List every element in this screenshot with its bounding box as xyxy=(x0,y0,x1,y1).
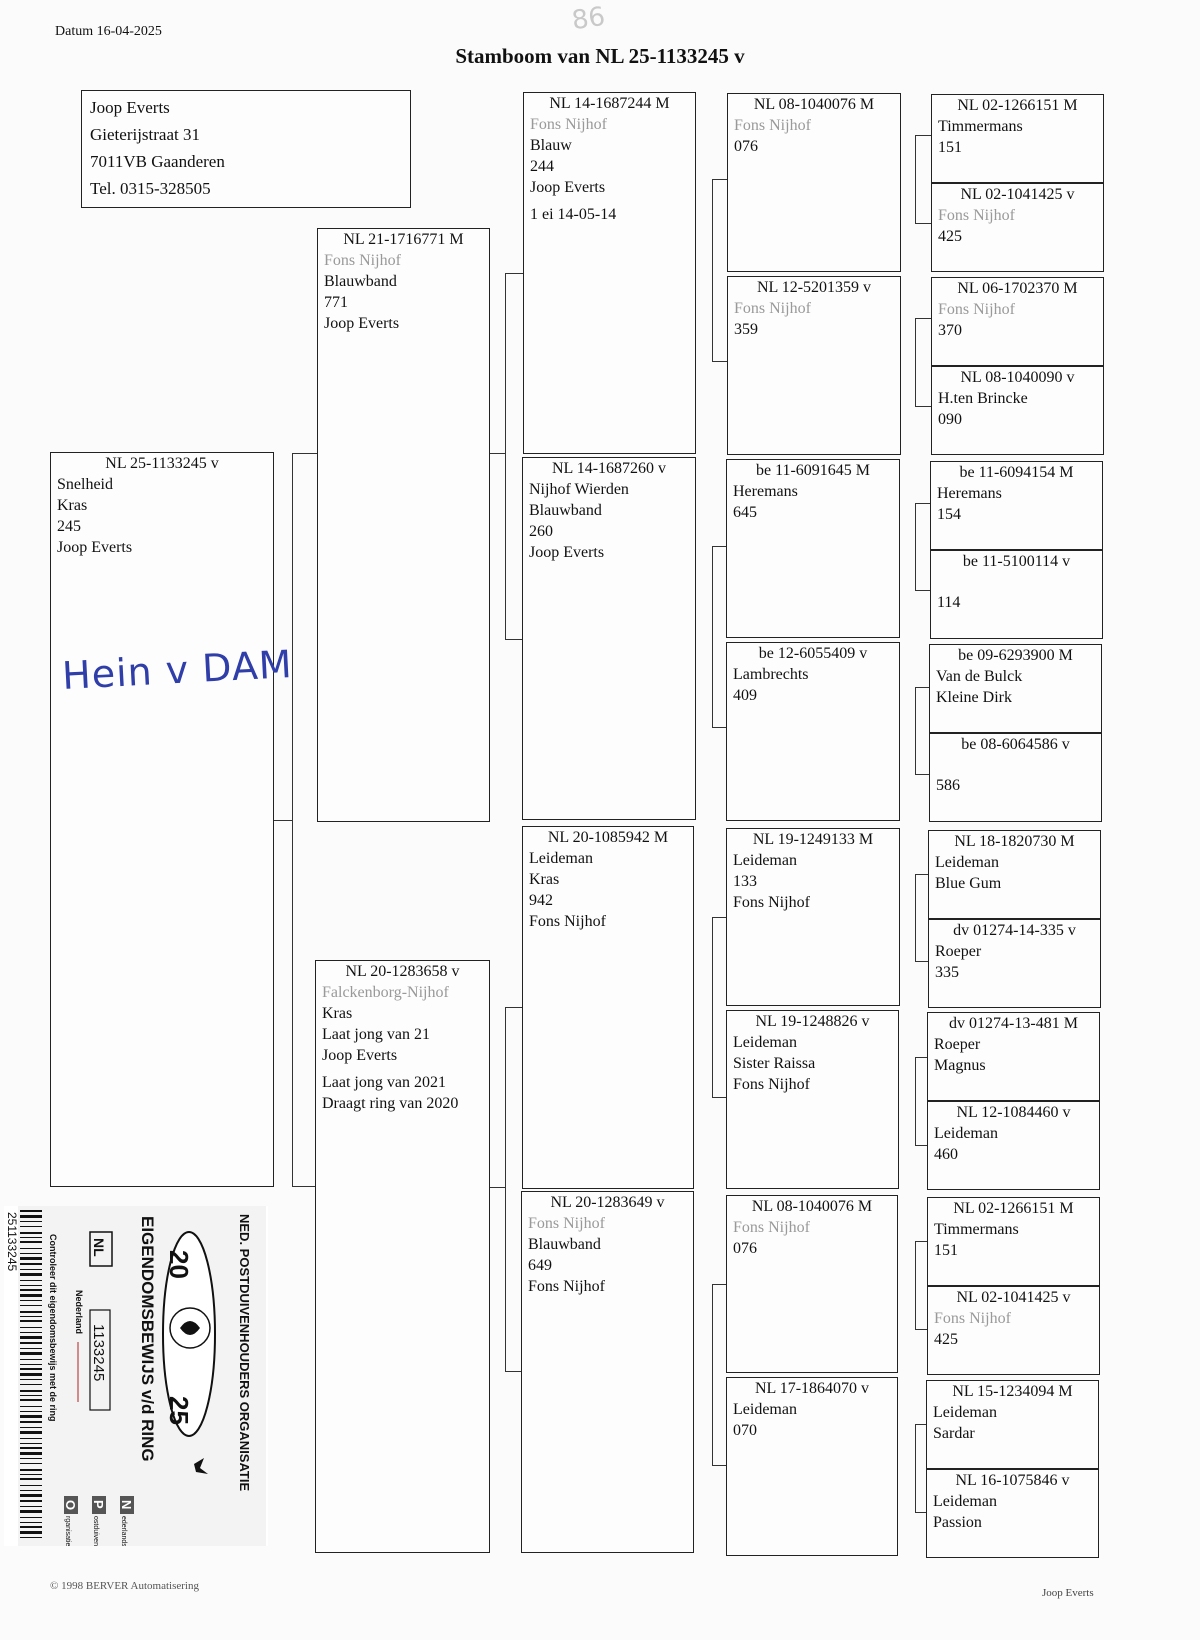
pigeon-line: Leideman xyxy=(529,850,593,867)
ring-number: NL 02-1266151 M xyxy=(957,97,1078,114)
barcode-bar xyxy=(20,1390,42,1392)
pigeon-card-g2 xyxy=(931,183,1104,272)
country-name: Nederland xyxy=(74,1290,84,1335)
barcode-bar xyxy=(20,1415,42,1418)
pigeon-line: Fons Nijhof xyxy=(733,1076,810,1093)
pigeon-line: Timmermans xyxy=(934,1221,1019,1238)
ring-number: be 09-6293900 M xyxy=(958,647,1073,664)
ring-number: NL 20-1283658 v xyxy=(345,963,460,980)
pigeon-line: Blauwband xyxy=(528,1236,601,1253)
barcode-bar xyxy=(20,1352,42,1355)
pigeon-line: 244 xyxy=(530,158,554,175)
pigeon-card-mother xyxy=(315,960,490,1553)
ring-number: NL 21-1716771 M xyxy=(343,231,464,248)
barcode-bar xyxy=(20,1452,42,1455)
ring-number: NL 12-1084460 v xyxy=(956,1104,1071,1121)
pigeon-line: Fons Nijhof xyxy=(528,1215,605,1232)
pigeon-line: Joop Everts xyxy=(57,539,133,556)
pigeon-card-fmm xyxy=(726,642,900,821)
barcode-bar xyxy=(20,1248,42,1249)
pigeon-card-g3 xyxy=(931,277,1104,366)
card-doc-title: EIGENDOMSBEWIJS v/d RING xyxy=(138,1216,157,1462)
barcode-bar xyxy=(20,1494,42,1497)
pigeon-line: Leideman xyxy=(733,1401,797,1418)
ring-number: NL 15-1234094 M xyxy=(952,1383,1073,1400)
pigeon-line: 151 xyxy=(938,139,962,156)
ring-ownership-card xyxy=(4,1206,268,1546)
pigeon-line: Heremans xyxy=(937,485,1002,502)
ring-number: NL 02-1041425 v xyxy=(956,1289,1071,1306)
pigeon-line: Snelheid xyxy=(57,476,113,493)
country-code: NL xyxy=(91,1238,107,1257)
pigeon-line: Magnus xyxy=(934,1057,986,1074)
pigeon-line: 1 ei 14-05-14 xyxy=(530,206,617,223)
pigeon-line: 090 xyxy=(938,411,962,428)
npo-letter-n: N xyxy=(119,1500,134,1510)
pigeon-line: 942 xyxy=(529,892,553,909)
pigeon-line: Fons Nijhof xyxy=(733,1219,810,1236)
pigeon-line: Falckenborg-Nijhof xyxy=(322,984,449,1001)
barcode-bar xyxy=(20,1485,42,1486)
pigeon-line: Blauw xyxy=(530,137,572,154)
pigeon-line: 076 xyxy=(734,138,758,155)
barcode-bar xyxy=(20,1443,42,1444)
ring-number: dv 01274-14-335 v xyxy=(953,922,1076,939)
pigeon-line: 070 xyxy=(733,1422,757,1439)
npo-letter-o: O xyxy=(63,1500,78,1511)
pigeon-card-fmf xyxy=(726,459,900,638)
barcode-bar xyxy=(20,1359,42,1360)
barcode-bar xyxy=(20,1237,42,1238)
pigeon-line: Van de Bulck xyxy=(936,668,1023,685)
ring-number: dv 01274-13-481 M xyxy=(949,1015,1078,1032)
pigeon-card-g6 xyxy=(930,550,1103,639)
pigeon-line: Joop Everts xyxy=(529,544,605,561)
barcode-bar xyxy=(20,1280,42,1281)
barcode-bar xyxy=(20,1336,42,1339)
pigeon-line: Sardar xyxy=(933,1425,975,1442)
pigeon-line: 359 xyxy=(734,321,758,338)
barcode-bar xyxy=(20,1364,42,1365)
barcode-number: 251133245 xyxy=(5,1212,19,1272)
connector xyxy=(915,318,931,407)
connector xyxy=(712,546,727,728)
pigeon-card-mf xyxy=(522,826,694,1189)
pigeon-line: Kras xyxy=(529,871,560,888)
footer-copyright: © 1998 BERVER Automatisering xyxy=(50,1580,199,1592)
pigeon-line: 151 xyxy=(934,1242,958,1259)
barcode-bar xyxy=(20,1263,42,1265)
pigeon-line: Fons Nijhof xyxy=(938,301,1015,318)
pigeon-line: 245 xyxy=(57,518,81,535)
ring-number: NL 08-1040076 M xyxy=(753,96,875,113)
barcode-bar xyxy=(20,1469,42,1471)
barcode-bar xyxy=(20,1300,42,1301)
pigeon-line: Draagt ring van 2020 xyxy=(322,1095,459,1112)
barcode-bar xyxy=(20,1384,42,1385)
connector xyxy=(712,179,727,362)
barcode-bar xyxy=(20,1327,42,1328)
pigeon-line: Joop Everts xyxy=(322,1047,398,1064)
pigeon-card-mm xyxy=(521,1191,694,1553)
pigeon-line: Fons Nijhof xyxy=(324,252,401,269)
pigeon-card-g11 xyxy=(927,1012,1100,1101)
ring-number: NL 02-1041425 v xyxy=(960,186,1075,203)
barcode-bar xyxy=(20,1431,42,1434)
connector xyxy=(712,917,727,1098)
ring-number: NL 18-1820730 M xyxy=(954,833,1075,850)
ring-number: be 11-6091645 M xyxy=(755,462,871,479)
pencil-mark: 86 xyxy=(570,1,608,37)
page-title: Stamboom van NL 25-1133245 v xyxy=(455,44,745,68)
ring-number: NL 17-1864070 v xyxy=(754,1380,870,1397)
pigeon-line: 425 xyxy=(938,228,962,245)
card-year-right: 25 xyxy=(164,1396,194,1425)
pigeon-line: Kras xyxy=(57,497,88,514)
pigeon-card-g14 xyxy=(927,1286,1100,1375)
barcode-bar xyxy=(20,1427,42,1428)
barcode-bar xyxy=(20,1215,42,1218)
ring-number: be 12-6055409 v xyxy=(758,645,868,662)
pigeon-line: 335 xyxy=(935,964,959,981)
pigeon-line: Fons Nijhof xyxy=(734,117,811,134)
pigeon-card-g4 xyxy=(931,366,1104,455)
owner-city: 7011VB Gaanderen xyxy=(90,152,225,171)
npo-letter-p: P xyxy=(91,1500,106,1509)
ring-number: NL 20-1283649 v xyxy=(550,1194,665,1211)
pigeon-line: 649 xyxy=(528,1257,552,1274)
pigeon-card-g1 xyxy=(931,94,1104,183)
barcode-bar xyxy=(20,1294,42,1297)
pigeon-card-mfm xyxy=(726,1010,899,1189)
pigeon-line: Joop Everts xyxy=(324,315,400,332)
barcode-bar xyxy=(20,1531,42,1534)
npo-word-nederlandse: ederlandse xyxy=(120,1516,127,1546)
barcode-bar xyxy=(20,1241,42,1243)
pigeon-card-fff xyxy=(727,93,901,272)
barcode-bar xyxy=(20,1221,42,1222)
ring-number: NL 20-1085942 M xyxy=(547,829,669,846)
ring-number: be 11-5100114 v xyxy=(962,553,1071,570)
ring-number: NL 25-1133245 v xyxy=(105,455,219,472)
pigeon-line: Leideman xyxy=(934,1125,998,1142)
pigeon-line: 771 xyxy=(324,294,348,311)
barcode-bar xyxy=(20,1273,42,1276)
pigeon-line: Sister Raissa xyxy=(733,1055,816,1072)
pigeon-line: Fons Nijhof xyxy=(530,116,607,133)
ring-number: NL 06-1702370 M xyxy=(957,280,1078,297)
pigeon-line: Timmermans xyxy=(938,118,1023,135)
barcode-bar xyxy=(20,1226,42,1227)
footer-owner: Joop Everts xyxy=(1042,1587,1094,1599)
ring-number: NL 14-1687260 v xyxy=(551,460,667,477)
handwritten-note: Hein v DAM xyxy=(61,641,294,699)
pigeon-line: Lambrechts xyxy=(733,666,809,683)
barcode-bar xyxy=(20,1332,42,1333)
pigeon-card-g7 xyxy=(929,644,1102,733)
pigeon-line: Fons Nijhof xyxy=(528,1278,605,1295)
pigeon-line: 133 xyxy=(733,873,757,890)
barcode-bar xyxy=(20,1510,42,1513)
pigeon-card-subject xyxy=(50,452,274,1187)
barcode-bar xyxy=(20,1537,42,1538)
pigeon-line: Fons Nijhof xyxy=(733,894,810,911)
pigeon-card-g15 xyxy=(926,1380,1099,1469)
connector xyxy=(712,1284,727,1466)
pigeon-card-g5 xyxy=(930,461,1103,550)
ring-number: NL 19-1249133 M xyxy=(752,831,874,848)
ring-number: NL 19-1248826 v xyxy=(755,1013,870,1030)
print-date: Datum 16-04-2025 xyxy=(55,24,162,39)
ring-number: NL 16-1075846 v xyxy=(955,1472,1070,1489)
card-check-text: Controleer dit eigendomsbewijs met de ring xyxy=(48,1234,58,1422)
connector xyxy=(915,135,931,224)
owner-address-box xyxy=(81,90,411,208)
barcode-bar xyxy=(20,1517,42,1518)
barcode-bar xyxy=(20,1368,42,1370)
barcode-bar xyxy=(20,1311,42,1313)
connector xyxy=(915,503,931,591)
pigeon-card-mmf xyxy=(726,1195,898,1373)
pigeon-card-g16 xyxy=(926,1469,1099,1558)
pigeon-card-g8 xyxy=(929,733,1102,822)
pigeon-line: Leideman xyxy=(935,854,999,871)
barcode-bar xyxy=(20,1289,42,1291)
barcode-bar xyxy=(20,1316,42,1317)
pigeon-line: Leideman xyxy=(733,852,797,869)
barcode-bar xyxy=(20,1342,42,1344)
barcode-bar xyxy=(20,1522,42,1523)
pigeon-line: H.ten Brincke xyxy=(938,390,1028,407)
pigeon-line: Leideman xyxy=(733,1034,797,1051)
pigeon-line: Laat jong van 21 xyxy=(322,1026,430,1043)
pigeon-line: Leideman xyxy=(933,1404,997,1421)
pigeon-line: Passion xyxy=(933,1514,982,1531)
barcode-bar xyxy=(20,1285,42,1286)
pigeon-line: Blue Gum xyxy=(935,875,1002,892)
pigeon-line: 409 xyxy=(733,687,757,704)
ring-number: be 11-6094154 M xyxy=(959,464,1074,481)
barcode-bar xyxy=(20,1210,42,1212)
pigeon-card-g13 xyxy=(927,1197,1100,1286)
barcode-bar xyxy=(20,1526,42,1528)
ring-number: NL 08-1040090 v xyxy=(960,369,1075,386)
pigeon-card-ff xyxy=(523,92,696,454)
barcode-bar xyxy=(20,1447,42,1449)
barcode-bar xyxy=(20,1269,42,1270)
ring-number: NL 12-5201359 v xyxy=(756,279,872,296)
pigeon-line: Blauwband xyxy=(324,273,397,290)
barcode-bar xyxy=(20,1320,42,1322)
ring-number: NL 02-1266151 M xyxy=(953,1200,1074,1217)
connector xyxy=(505,273,523,640)
barcode-bar xyxy=(20,1463,42,1464)
pigeon-card-g10 xyxy=(928,919,1101,1008)
pigeon-card-mff xyxy=(726,828,900,1006)
barcode-bar xyxy=(20,1395,42,1396)
barcode-bar xyxy=(20,1478,42,1480)
pigeon-line: Nijhof Wierden xyxy=(529,481,629,498)
pigeon-line: Heremans xyxy=(733,483,798,500)
pigeon-line: Laat jong van 2021 xyxy=(322,1074,446,1091)
pigeon-line: Roeper xyxy=(935,943,982,960)
pigeon-line: Kras xyxy=(322,1005,353,1022)
pigeon-line: Fons Nijhof xyxy=(529,913,606,930)
pigeon-line: Fons Nijhof xyxy=(938,207,1015,224)
pigeon-line: Fons Nijhof xyxy=(734,300,811,317)
pigeon-line: Blauwband xyxy=(529,502,602,519)
pigeon-line: 460 xyxy=(934,1146,958,1163)
card-org-title: NED. POSTDUIVENHOUDERS ORGANISATIE xyxy=(237,1214,252,1492)
ring-number: NL 14-1687244 M xyxy=(549,95,670,112)
ring-number: NL 08-1040076 M xyxy=(751,1198,873,1215)
owner-name: Joop Everts xyxy=(90,98,170,117)
card-ring-number: 1133245 xyxy=(90,1324,107,1382)
npo-word-postduivenhouders: ostduivenhouders xyxy=(92,1516,99,1546)
barcode-bar xyxy=(20,1438,42,1439)
barcode-bar xyxy=(20,1305,42,1306)
barcode-bar xyxy=(20,1506,42,1507)
barcode-bar xyxy=(20,1458,42,1459)
connector xyxy=(490,1187,505,1188)
card-year-left: 20 xyxy=(164,1250,194,1279)
barcode-bar xyxy=(20,1257,42,1260)
pigeon-line: 645 xyxy=(733,504,757,521)
pigeon-line: Fons Nijhof xyxy=(934,1310,1011,1327)
pigeon-card-ffm xyxy=(727,276,901,455)
pigeon-line: Leideman xyxy=(933,1493,997,1510)
barcode-bar xyxy=(20,1406,42,1407)
barcode-bar xyxy=(20,1348,42,1349)
owner-street: Gieterijstraat 31 xyxy=(90,125,200,144)
barcode-bar xyxy=(20,1500,42,1502)
pigeon-card-g12 xyxy=(927,1101,1100,1190)
barcode-bar xyxy=(20,1421,42,1423)
barcode-bar xyxy=(20,1379,42,1380)
ring-number: be 08-6064586 v xyxy=(961,736,1070,753)
barcode-bar xyxy=(20,1399,42,1401)
pigeon-line: 114 xyxy=(937,594,961,611)
pigeon-line: 260 xyxy=(529,523,553,540)
pigeon-card-mmm xyxy=(726,1377,898,1556)
pigeon-line: Roeper xyxy=(934,1036,981,1053)
pigeon-line: 370 xyxy=(938,322,962,339)
barcode-bar xyxy=(20,1253,42,1254)
owner-phone: Tel. 0315-328505 xyxy=(90,179,211,198)
barcode-bar xyxy=(20,1373,42,1376)
ownership-card-graphic xyxy=(4,1206,268,1546)
pigeon-line: Joop Everts xyxy=(530,179,606,196)
pigeon-card-g9 xyxy=(928,830,1101,919)
pigeon-line: 425 xyxy=(934,1331,958,1348)
pigeon-card-fm xyxy=(522,457,696,820)
connector xyxy=(272,820,292,821)
barcode-bar xyxy=(20,1232,42,1234)
pigeon-line: 154 xyxy=(937,506,961,523)
barcode-bar xyxy=(20,1490,42,1491)
pigeon-line: 586 xyxy=(936,777,960,794)
barcode-bar xyxy=(20,1411,42,1412)
pigeon-line: Kleine Dirk xyxy=(936,689,1012,706)
connector xyxy=(490,453,505,454)
npo-word-organisatie: rganisatie xyxy=(64,1516,71,1546)
barcode-bar xyxy=(20,1474,42,1475)
pigeon-line: 076 xyxy=(733,1240,757,1257)
pigeon-card-father xyxy=(317,228,490,822)
